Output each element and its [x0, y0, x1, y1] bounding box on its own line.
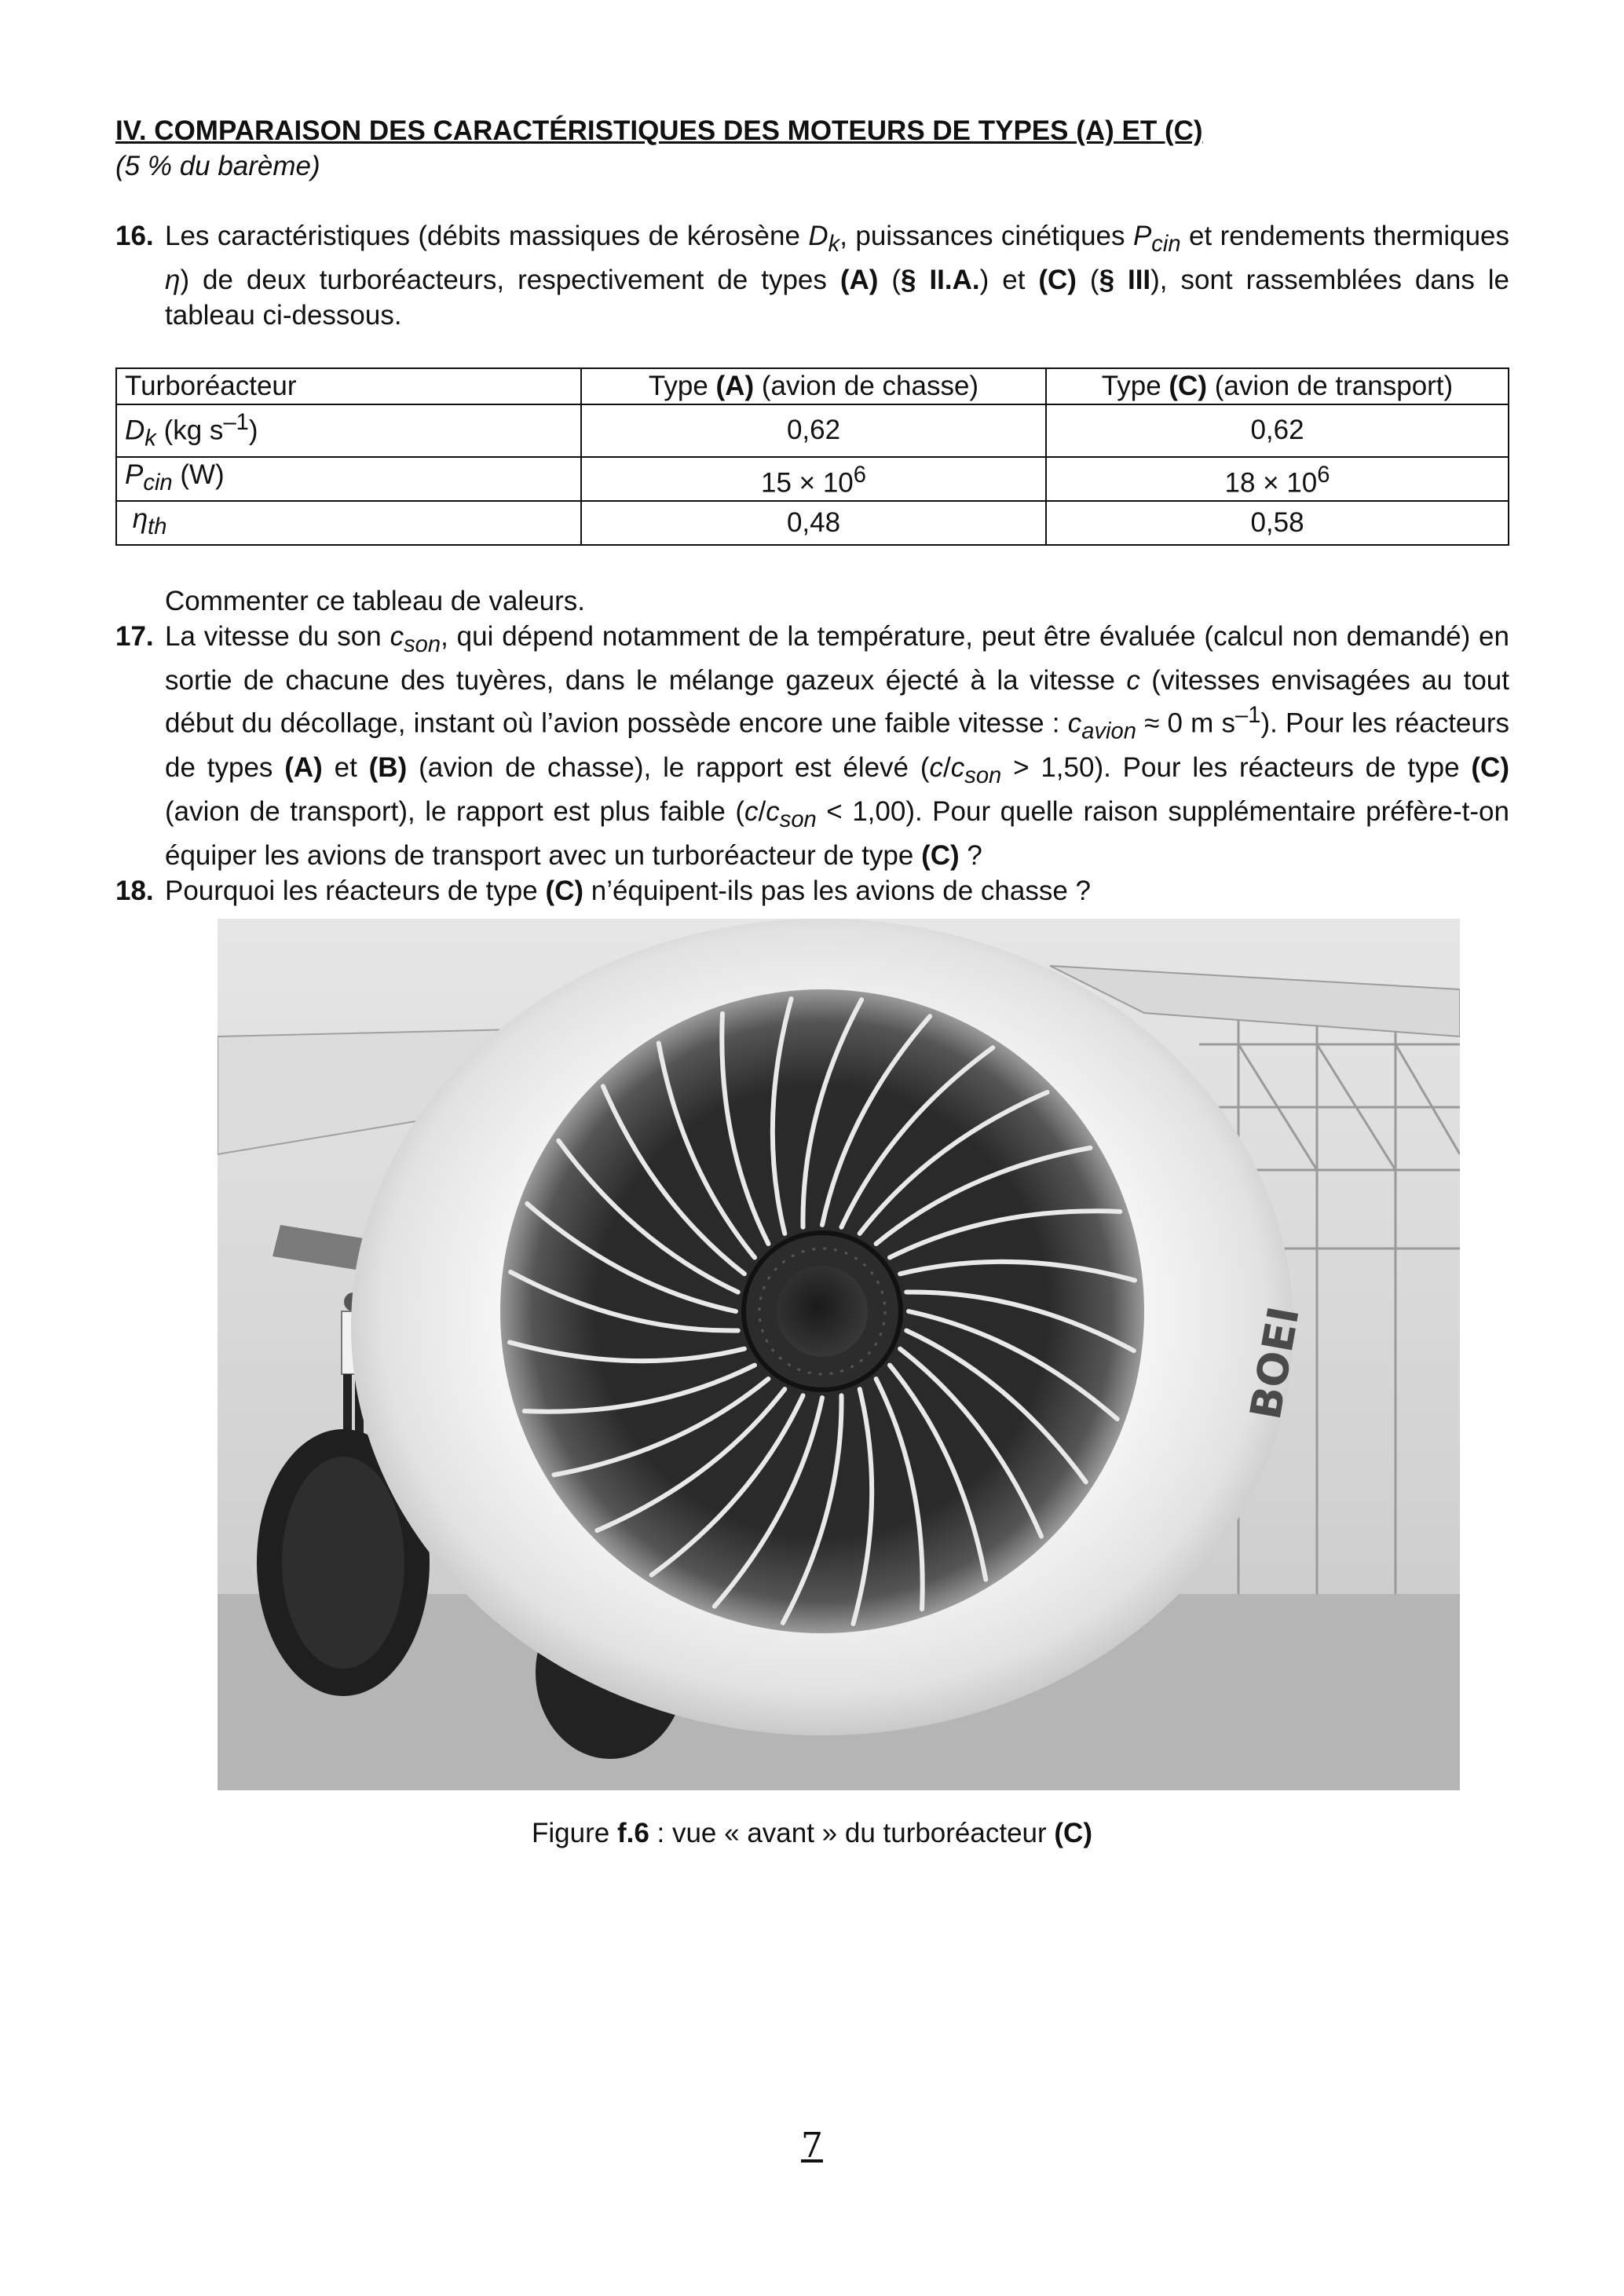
nacelle-lettering: BOEI — [1240, 1303, 1309, 1424]
section-title: IV. COMPARAISON DES CARACTÉRISTIQUES DES MOTEURS DE TYPES (A) ET (C) — [115, 115, 1203, 146]
question-text: Les caractéristiques (débits massiques de kérosène $D_k$, puissances cinétiques $P_{cin}$ et rendements thermiques η) de deux turboréacteurs, respectivement de types (A) (§ II.A.) et (C) (§ III), sont rassemblées dans le tableau ci-dessous. — [165, 221, 1510, 331]
question-16 — [115, 218, 1509, 333]
question-17 — [115, 619, 1509, 873]
table-cell: 0,62 — [1046, 404, 1509, 457]
table-cell: $D_k$ (kg $s^{-1}$) — [116, 404, 581, 457]
table-header-cell: Type (A) (avion de chasse) — [581, 368, 1046, 404]
table-header-cell: Turboréacteur — [116, 368, 581, 404]
turbofan-photo — [218, 919, 1460, 1790]
table-cell: $15 \times 10^6$ — [581, 457, 1046, 502]
table-row — [116, 404, 1509, 457]
table-header-cell: Type (C) (avion de transport) — [1046, 368, 1509, 404]
question-number: 16. — [115, 221, 154, 251]
comment-instruction: Commenter ce tableau de valeurs. — [165, 586, 585, 617]
table-row — [116, 501, 1509, 545]
section-weight: (5 % du barème) — [115, 151, 320, 181]
question-text: La vitesse du son $c_{son}$, qui dépend notamment de la température, peut être évaluée (calcul non demandé) en sortie de chacune des tuyères, dans le mélange gazeux éjecté à la vitesse c (vitesses envisagées au tout début du décollage, instant où l’avion possède encore une faible vitesse : $c_{avion} \approx 0$ m $s^{-1}$). Pour les réacteurs de types (A) et (B) (avion de chasse), le rapport est élevé $(c/c_{son} > 1,50)$. Pour les réacteurs de type (C) (avion de transport), le rapport est plus faible $(c/c_{son} < 1,00)$. Pour quelle raison supplémentaire préfère-t-on équiper les avions de transport avec un turboréacteur de type (C) ? — [165, 621, 1510, 871]
question-number: 17. — [115, 621, 154, 653]
table-cell: $18 \times 10^6$ — [1046, 457, 1509, 502]
question-18 — [115, 873, 1509, 909]
table-cell: 0,58 — [1046, 501, 1509, 545]
figure-caption: Figure f.6 : vue « avant » du turboréacteur (C) — [532, 1818, 1092, 1848]
question-text: Pourquoi les réacteurs de type (C) n’équipent-ils pas les avions de chasse ? — [165, 875, 1091, 906]
page-number: 7 — [801, 2126, 823, 2166]
table-cell: $\eta_{th}$ — [116, 501, 581, 545]
table-row — [116, 457, 1509, 502]
characteristics-table — [115, 367, 1509, 546]
table-row — [116, 368, 1509, 404]
table-cell: $P_{cin}$ (W) — [116, 457, 581, 502]
question-number: 18. — [115, 875, 154, 906]
table-cell: 0,62 — [581, 404, 1046, 457]
table-cell: 0,48 — [581, 501, 1046, 545]
page-content — [115, 114, 1509, 909]
